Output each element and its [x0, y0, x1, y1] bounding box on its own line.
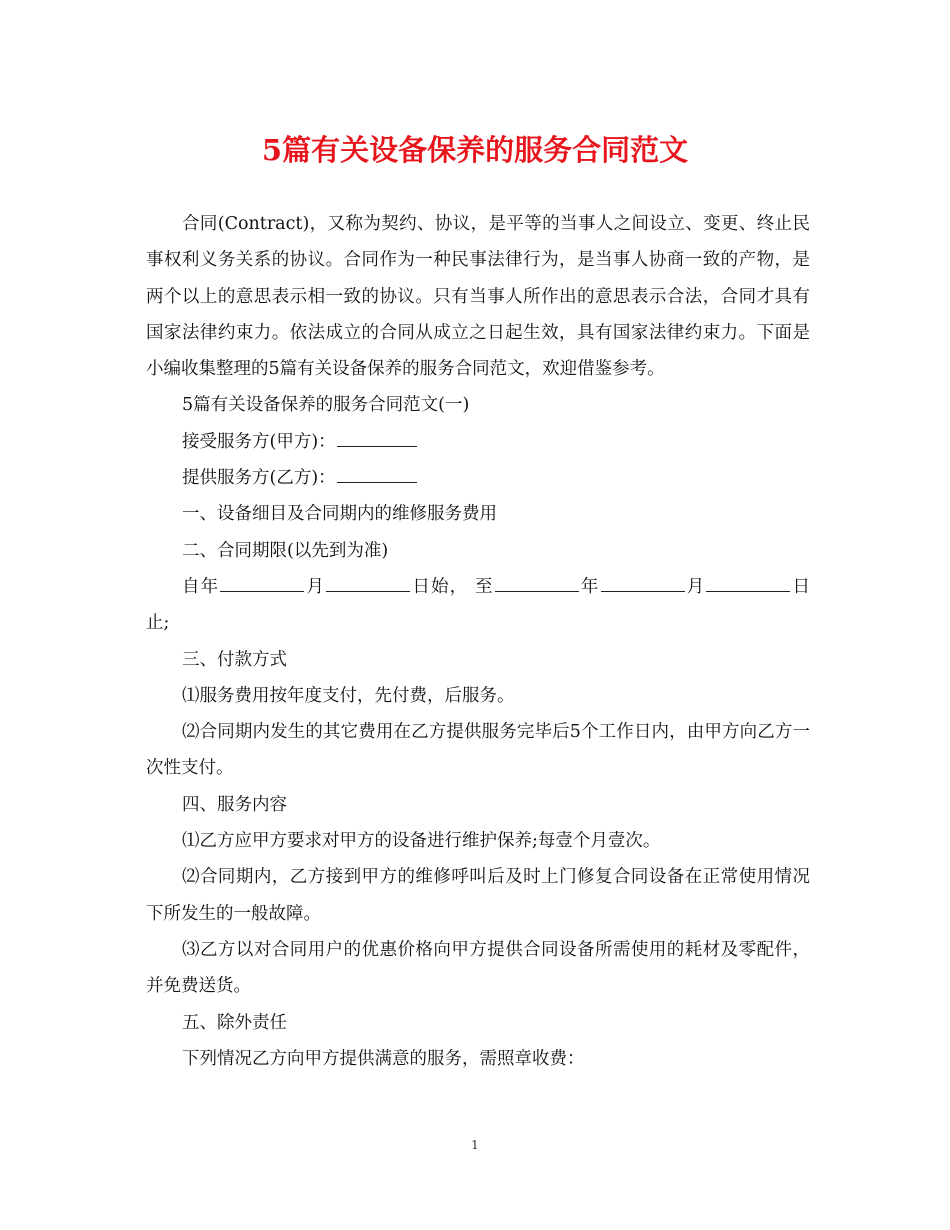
term-blank-4: [601, 571, 685, 592]
party-a-blank: [337, 426, 417, 447]
section-heading-4: 四、服务内容: [182, 794, 287, 815]
section-heading-3: 三、付款方式: [182, 649, 287, 670]
term-blank-3: [495, 571, 579, 592]
intro-paragraph: 合同(Contract)，又称为契约、协议，是平等的当事人之间设立、变更、终止民事权利义务关系的协议。合同作为一种民事法律行为，是当事人协商一致的产物，是两个以上的意思表示相一致的协议。只有当事人所作出的意思表示合法，合同才具有国家法律约束力。依法成立的合同从成立之日起生效，具有国家法律约束力。下面是小编收集整理的5篇有关设备保养的服务合同范文，欢迎借鉴参考。: [146, 214, 810, 380]
party-b-label: 提供服务方(乙方)：: [182, 468, 336, 489]
service-item-2: ⑵合同期内，乙方接到甲方的维修呼叫后及时上门修复合同设备在正常使用情况下所发生的一般故障。: [146, 867, 810, 924]
party-a-line: [146, 424, 810, 460]
service-item-1: ⑴乙方应甲方要求对甲方的设备进行维护保养;每壹个月壹次。: [182, 831, 661, 852]
document-title: 5篇有关设备保养的服务合同范文: [261, 133, 689, 167]
document-body: [146, 206, 810, 1077]
section-heading-5: 五、除外责任: [182, 1012, 287, 1033]
party-b-line: [146, 460, 810, 496]
term-blank-1: [220, 571, 304, 592]
sample-heading: 5篇有关设备保养的服务合同范文(一): [182, 395, 470, 416]
contract-term-line: [146, 569, 810, 642]
term-from-text: 自年: [182, 576, 220, 597]
section-heading-2: 二、合同期限(以先到为准): [182, 540, 389, 561]
term-blank-2: [326, 571, 410, 592]
party-a-label: 接受服务方(甲方)：: [182, 431, 336, 452]
exclusion-intro: 下列情况乙方向甲方提供满意的服务，需照章收费：: [182, 1048, 585, 1069]
term-month-1-text: 月: [305, 576, 326, 597]
term-day-end-text: 日止;: [146, 576, 811, 634]
term-month-2-text: 月: [685, 576, 706, 597]
section-heading-1: 一、设备细目及合同期内的维修服务费用: [182, 504, 497, 525]
term-year-text: 年: [579, 576, 600, 597]
term-day-start-text: 日始， 至: [411, 576, 494, 597]
term-blank-5: [706, 571, 790, 592]
page-number: 1: [471, 1138, 479, 1152]
payment-item-1: ⑴服务费用按年度支付，先付费，后服务。: [182, 685, 515, 706]
party-b-blank: [337, 462, 417, 483]
service-item-3: ⑶乙方以对合同用户的优惠价格向甲方提供合同设备所需使用的耗材及零配件，并免费送货。: [146, 939, 810, 997]
payment-item-2: ⑵合同期内发生的其它费用在乙方提供服务完毕后5个工作日内，由甲方向乙方一次性支付。: [146, 722, 810, 779]
